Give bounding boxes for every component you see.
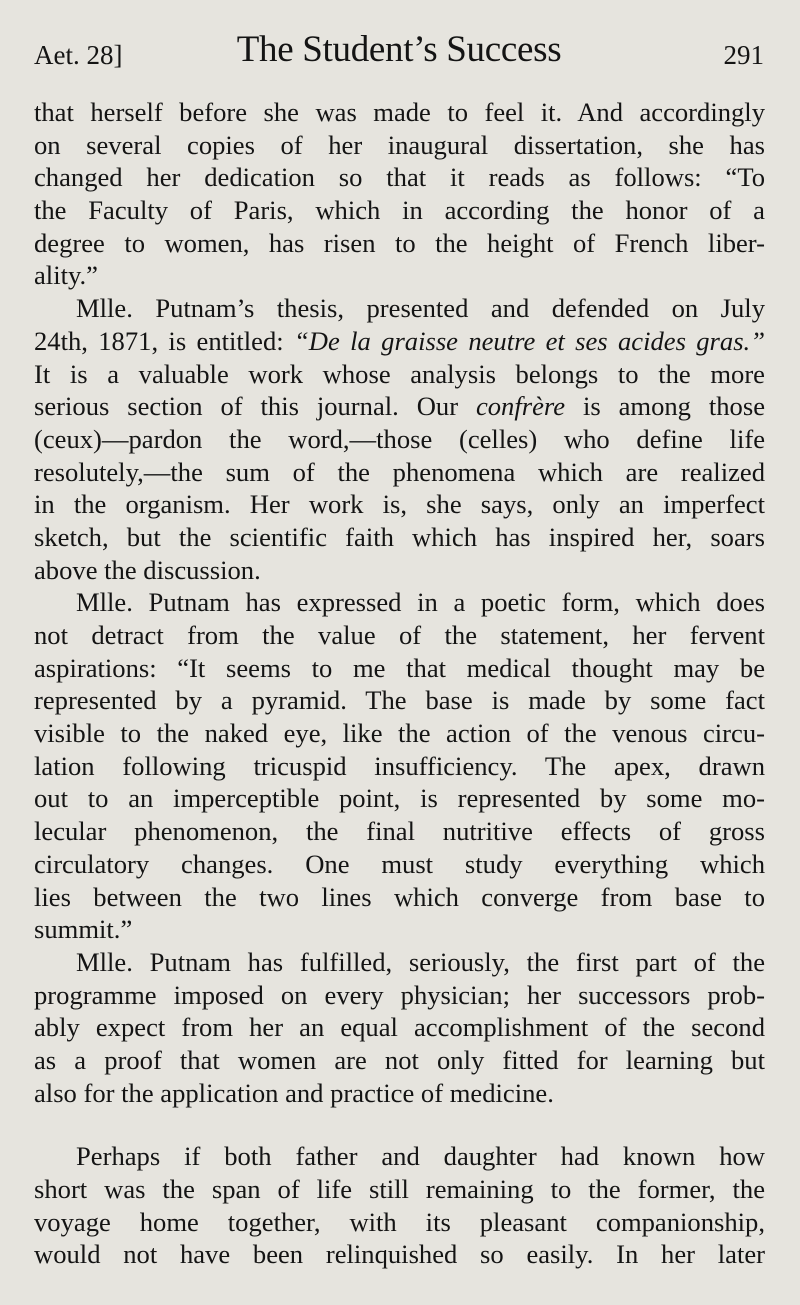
paragraph — [34, 586, 765, 946]
age-marker: Aet. 28] — [34, 40, 123, 70]
text-line: Mlle. Putnam’s thesis, presented and defended on July — [76, 293, 765, 324]
italic-text: “De la graisse neutre et ses acides gras.” — [294, 325, 765, 356]
text-line: aspirations: “It seems to me that medical thought may be — [34, 652, 765, 683]
text-line — [34, 390, 765, 423]
text-line: visible to the naked eye, like the action of the venous circu- — [34, 718, 765, 749]
text-line: lies between the two lines which converge from base to — [34, 881, 765, 912]
text-run: is among those — [565, 391, 766, 422]
text-line: as a proof that women are not only fitted for learning but — [34, 1044, 765, 1075]
page-number: 291 — [723, 40, 764, 70]
text-line: above the discussion. — [34, 554, 261, 585]
text-line: Mlle. Putnam has expressed in a poetic form, which does — [76, 587, 765, 618]
section-break — [34, 1109, 765, 1140]
text-line: that herself before she was made to feel it. And accordingly — [34, 97, 765, 127]
text-line: ably expect from her an equal accomplishment of the second — [34, 1012, 765, 1043]
text-line: summit.” — [34, 914, 133, 945]
text-line: also for the application and practice of medicine. — [34, 1077, 554, 1108]
text-line: on several copies of her inaugural dissertation, she has — [34, 129, 765, 160]
text-line: Perhaps if both father and daughter had known how — [76, 1141, 765, 1172]
text-line: resolutely,—the sum of the phenomena which are realized — [34, 456, 765, 487]
text-line: not detract from the value of the statement, her fervent — [34, 620, 765, 650]
text-line: short was the span of life still remaining to the former, the — [34, 1174, 765, 1204]
text-line: the Faculty of Paris, which in according the honor of a — [34, 195, 765, 226]
text-line: Mlle. Putnam has fulfilled, seriously, the first part of the — [76, 946, 765, 977]
paragraph — [34, 1140, 765, 1271]
text-line: sketch, but the scientific faith which has inspired her, soars — [34, 521, 765, 552]
paragraph — [34, 96, 765, 292]
text-line: ality.” — [34, 260, 98, 291]
text-run: 24th, 1871, is entitled: — [34, 325, 294, 356]
text-line: programme imposed on every physician; her successors prob- — [34, 979, 765, 1010]
text-line: lecular phenomenon, the final nutritive effects of gross — [34, 816, 765, 847]
text-line: circulatory changes. One must study everything which — [34, 848, 765, 879]
text-run: serious section of this journal. Our — [34, 391, 476, 422]
text-line: (ceux)—pardon the word,—those (celles) who define life — [34, 423, 765, 454]
text-line: would not have been relinquished so easily. In her later — [34, 1239, 765, 1270]
paragraph — [34, 292, 765, 586]
running-head — [34, 28, 764, 78]
text-line: voyage home together, with its pleasant companionship, — [34, 1206, 765, 1237]
text-line: represented by a pyramid. The base is made by some fact — [34, 685, 765, 716]
body-text — [34, 96, 765, 1271]
text-line: changed her dedication so that it reads as follows: “To — [34, 162, 765, 193]
text-line: lation following tricuspid insufficiency. The apex, drawn — [34, 750, 765, 781]
text-line: out to an imperceptible point, is represented by some mo- — [34, 783, 765, 814]
text-line: It is a valuable work whose analysis belongs to the more — [34, 358, 765, 389]
text-line: in the organism. Her work is, she says, only an imperfect — [34, 489, 765, 520]
text-line — [34, 325, 765, 358]
paragraph — [34, 946, 765, 1109]
text-line: degree to women, has risen to the height of French liber- — [34, 227, 765, 258]
italic-text: confrère — [475, 391, 566, 422]
chapter-title: The Student’s Success — [236, 29, 562, 70]
